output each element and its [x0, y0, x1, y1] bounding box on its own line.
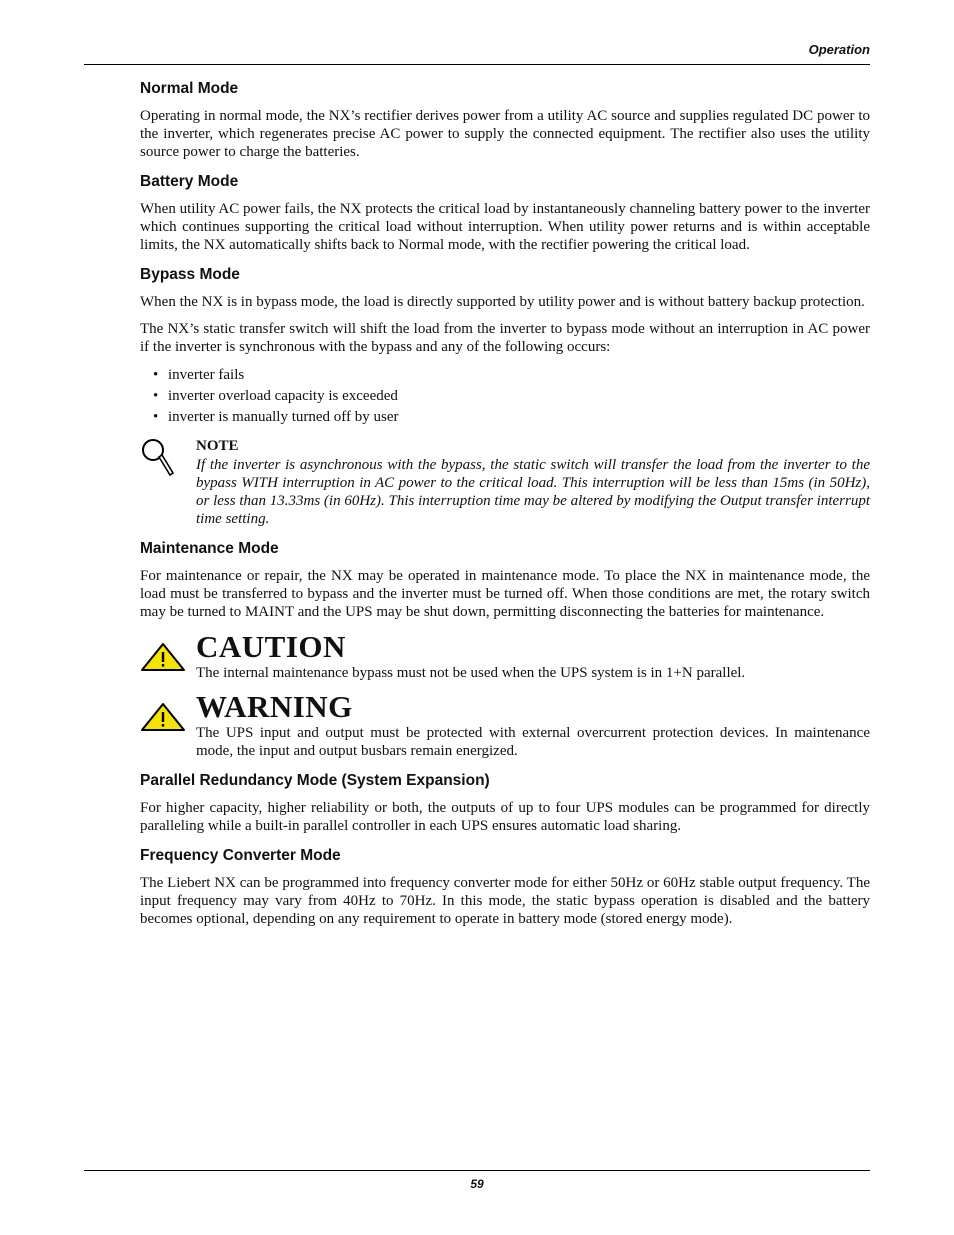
bullet-list	[140, 365, 870, 428]
section-heading: Battery Mode	[140, 173, 239, 190]
paragraph: The Liebert NX can be programmed into frequency converter mode for either 50Hz or 60Hz stable output frequency. The input frequency may vary from 40Hz to 70Hz. In this mode, the static bypass operation is disabled and the battery becomes optional, depending on any requirement to operate in battery mode (stored energy mode).	[140, 875, 870, 927]
section-bypass-mode	[140, 266, 870, 528]
section-normal-mode	[140, 80, 870, 161]
page-content	[140, 80, 870, 940]
section-frequency-converter-mode	[140, 847, 870, 928]
paragraph: For maintenance or repair, the NX may be operated in maintenance mode. To place the NX in maintenance mode, the load must be transferred to bypass and the inverter must be turned off. When those conditions are met, the rotary switch may be turned to MAINT and the UPS may be shut down, permitting disconnecting the batteries for maintenance.	[140, 568, 870, 620]
paragraph: When utility AC power fails, the NX protects the critical load by instantaneously channeling battery power to the inverter which continues supporting the critical load without interruption. When utility power returns and is within acceptable limits, the NX automatically shifts back to Normal mode, with the rectifier powering the critical load.	[140, 201, 870, 253]
section-heading: Bypass Mode	[140, 266, 240, 283]
caution-box	[140, 630, 870, 682]
list-item-text: inverter overload capacity is exceeded	[168, 388, 398, 404]
warning-text: The UPS input and output must be protected with external overcurrent protection devices. In maintenance mode, the input and output busbars remain energized.	[196, 725, 870, 759]
caution-title: CAUTION	[196, 629, 346, 664]
warning-triangle-icon	[140, 702, 186, 732]
note-label: NOTE	[196, 438, 239, 454]
section-heading: Parallel Redundancy Mode (System Expansion)	[140, 772, 490, 789]
caution-text: The internal maintenance bypass must not be used when the UPS system is in 1+N parallel.	[196, 665, 746, 681]
section-heading: Maintenance Mode	[140, 540, 279, 557]
paragraph: The NX’s static transfer switch will shift the load from the inverter to bypass mode without an interruption in AC power if the inverter is synchronous with the bypass and any of the following occurs:	[140, 321, 870, 355]
list-item	[140, 386, 870, 407]
list-item	[140, 407, 870, 428]
paragraph: For higher capacity, higher reliability or both, the outputs of up to four UPS modules can be programmed for directly paralleling while a built-in parallel controller in each UPS ensures automatic load sharing.	[140, 800, 870, 834]
note-box	[140, 436, 870, 528]
magnifier-icon	[140, 438, 174, 478]
note-text: If the inverter is asynchronous with the bypass, the static switch will transfer the load from the inverter to the bypass WITH interruption in AC power to the critical load. This interruption will be less than 15ms (in 50Hz), or less than 13.33ms (in 60Hz). This interruption time may be altered by modifying the Output transfer interrupt time setting.	[196, 457, 870, 527]
warning-triangle-icon	[140, 642, 186, 672]
bullet-icon: •	[153, 409, 159, 425]
bullet-icon: •	[153, 367, 159, 383]
paragraph: Operating in normal mode, the NX’s rectifier derives power from a utility AC source and supplies regulated DC power to the inverter, which regenerates precise AC power to supply the connected equipment. The rectifier also uses the utility source power to charge the batteries.	[140, 108, 870, 160]
bullet-icon: •	[153, 388, 159, 404]
running-header: Operation	[808, 42, 870, 57]
section-maintenance-mode	[140, 540, 870, 760]
warning-title: WARNING	[196, 689, 353, 724]
section-battery-mode	[140, 173, 870, 254]
header-rule	[84, 64, 870, 65]
list-item	[140, 365, 870, 386]
page-number: 59	[470, 1177, 484, 1191]
list-item-text: inverter is manually turned off by user	[168, 409, 399, 425]
footer-rule	[84, 1170, 870, 1171]
warning-box	[140, 690, 870, 760]
section-heading: Normal Mode	[140, 80, 239, 97]
list-item-text: inverter fails	[168, 367, 245, 383]
paragraph: When the NX is in bypass mode, the load is directly supported by utility power and is without battery backup protection.	[140, 294, 865, 310]
section-parallel-redundancy-mode	[140, 772, 870, 835]
section-heading: Frequency Converter Mode	[140, 847, 341, 864]
